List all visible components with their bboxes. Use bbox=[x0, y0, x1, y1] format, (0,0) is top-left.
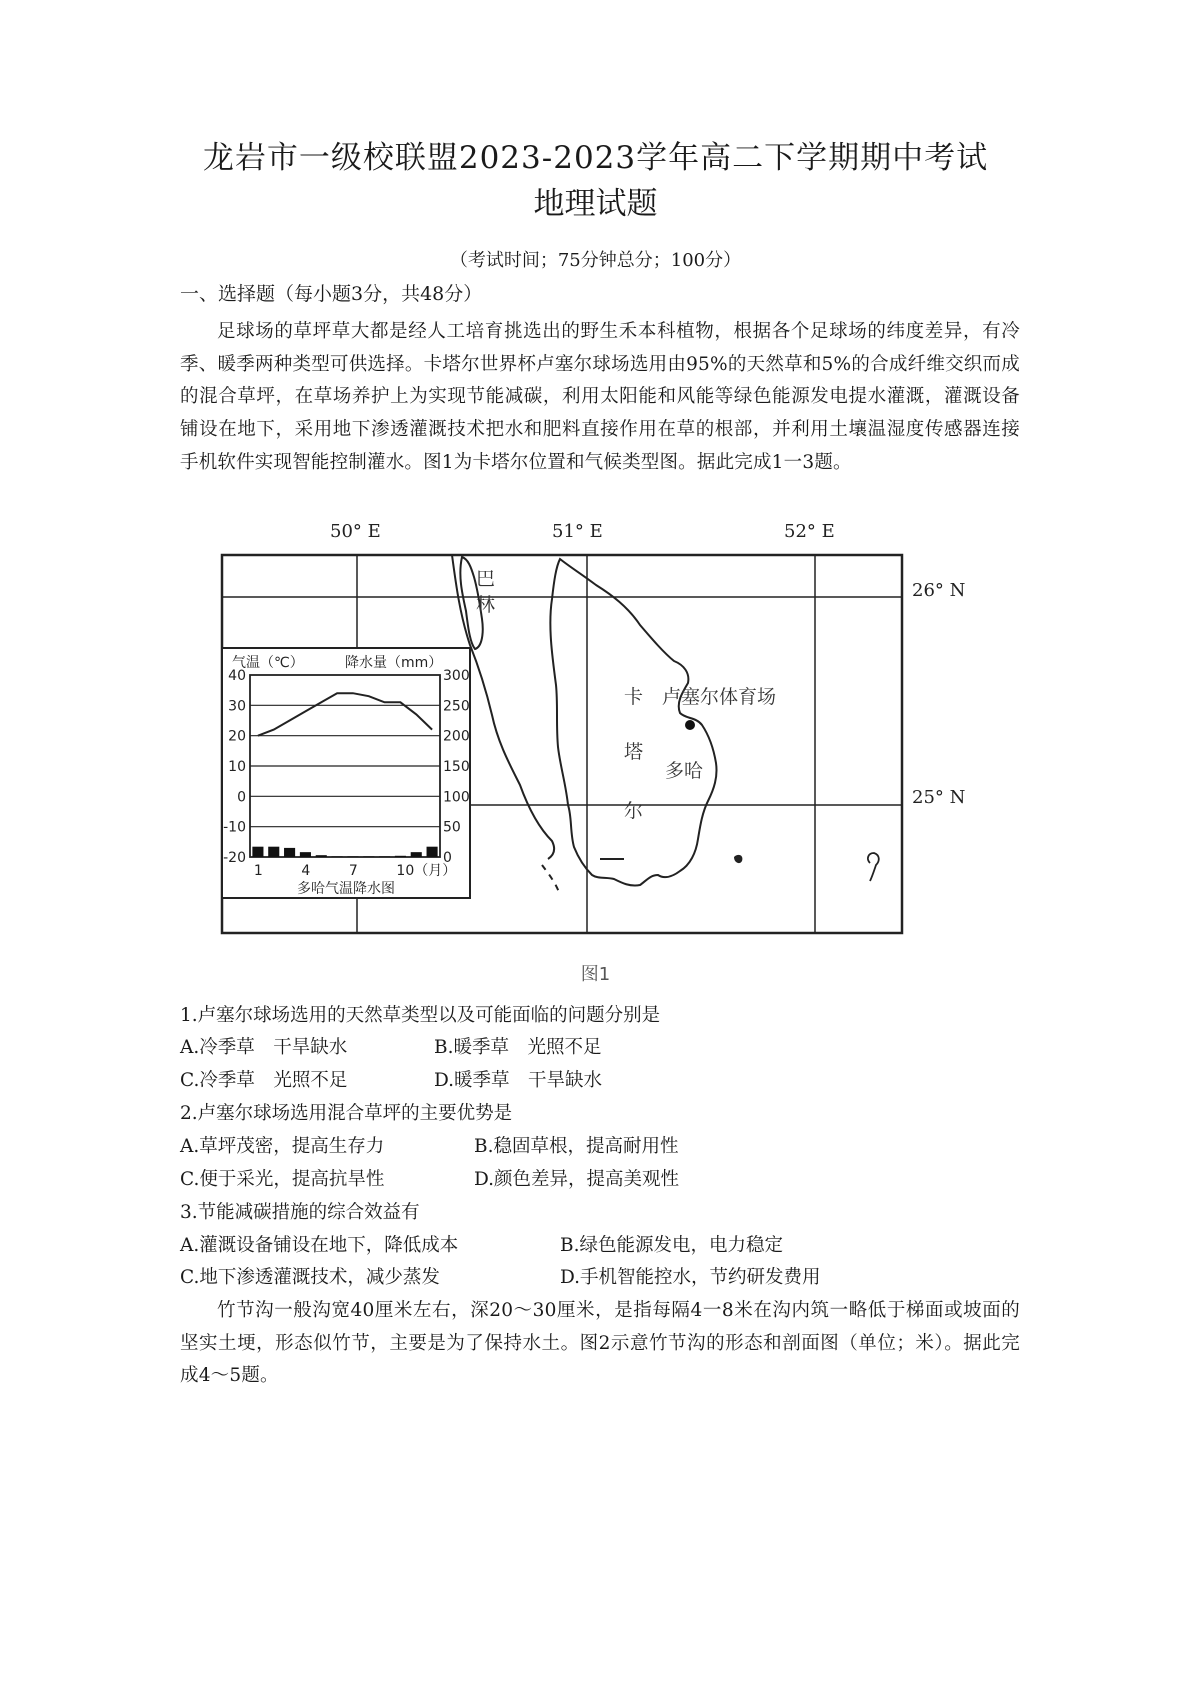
chart-left-tick-label: 40 bbox=[228, 668, 246, 684]
chart-x-tick-label: 4 bbox=[301, 863, 311, 879]
chart-right-tick-label: 200 bbox=[443, 728, 470, 745]
precipitation-bar bbox=[316, 855, 327, 857]
chart-right-tick-label: 0 bbox=[443, 850, 452, 866]
question-2-option-c: C.便于采光，提高抗旱性 bbox=[180, 1169, 385, 1190]
chart-left-tick-label: 0 bbox=[237, 789, 246, 806]
question-1-stem: 1.卢塞尔球场选用的天然草类型以及可能面临的问题分别是 bbox=[180, 1005, 661, 1026]
climate-chart bbox=[222, 648, 470, 898]
island-1 bbox=[734, 855, 742, 863]
chart-right-tick-label: 250 bbox=[443, 698, 470, 715]
passage-1: 足球场的草坪草大都是经人工培育挑选出的野生禾本科植物，根据各个足球场的纬度差异，有冷季、暖季两种类型可供选择。卡塔尔世界杯卢塞尔球场选用由95%的天然草和5%的合成纤维交织而成的混合草坪，在草场养护上为实现节能减碳，利用太阳能和风能等绿色能源发电提水灌溉，灌溉设备铺设在地下，采用地下渗透灌溉技术把水和肥料直接作用在草的根部，并利用土壤温湿度传感器连接手机软件实现智能控制灌水。图1为卡塔尔位置和气候类型图。据此完成1一3题。 bbox=[180, 321, 1020, 473]
precipitation-bar bbox=[347, 856, 358, 857]
figure-1-caption: 图1 bbox=[580, 964, 611, 985]
lon-label-52: 52° E bbox=[784, 521, 835, 542]
question-2-option-a: A.草坪茂密，提高生存力 bbox=[180, 1136, 385, 1157]
chart-x-tick-label: 7 bbox=[348, 863, 358, 879]
question-1-option-b: B.暖季草 光照不足 bbox=[434, 1037, 602, 1058]
question-3-option-a: A.灌溉设备铺设在地下，降低成本 bbox=[180, 1235, 459, 1256]
lon-label-50: 50° E bbox=[330, 521, 381, 542]
chart-left-tick-label: -10 bbox=[223, 819, 246, 836]
question-1-option-c: C.冷季草 光照不足 bbox=[180, 1070, 348, 1091]
precipitation-bar bbox=[300, 852, 311, 857]
doha-label: 多哈 bbox=[665, 760, 704, 782]
precipitation-bar bbox=[268, 847, 279, 857]
stadium-label: 卢塞尔体育场 bbox=[662, 686, 777, 708]
qatar-label-2: 塔 bbox=[624, 741, 644, 763]
precipitation-bar bbox=[411, 852, 422, 857]
question-1-option-d: D.暖季草 干旱缺水 bbox=[434, 1070, 603, 1091]
question-3-option-d: D.手机智能控水，节约研发费用 bbox=[560, 1267, 821, 1288]
question-2-option-b: B.稳固草根，提高耐用性 bbox=[474, 1136, 679, 1157]
section-title: 一、选择题（每小题3分，共48分） bbox=[180, 283, 483, 305]
island-2 bbox=[868, 853, 879, 881]
chart-right-axis-label: 降水量（mm） bbox=[345, 655, 443, 671]
precipitation-bar bbox=[252, 847, 263, 857]
chart-right-tick-label: 300 bbox=[443, 668, 470, 684]
exam-title: 龙岩市一级校联盟2023-2023学年高二下学期期中考试 bbox=[202, 140, 989, 176]
question-2-option-d: D.颜色差异，提高美观性 bbox=[474, 1169, 680, 1190]
precipitation-bar bbox=[395, 856, 406, 857]
chart-title: 多哈气温降水图 bbox=[297, 881, 395, 897]
chart-frame bbox=[222, 648, 470, 898]
precipitation-bar bbox=[332, 856, 343, 857]
chart-right-tick-label: 50 bbox=[443, 819, 461, 836]
question-2-stem: 2.卢塞尔球场选用混合草坪的主要优势是 bbox=[180, 1103, 513, 1124]
chart-right-tick-label: 150 bbox=[443, 759, 470, 775]
exam-info: （考试时间；75分钟总分；100分） bbox=[449, 250, 742, 271]
question-3-option-b: B.绿色能源发电，电力稳定 bbox=[560, 1235, 783, 1256]
precipitation-bar bbox=[284, 848, 295, 857]
question-3-option-c: C.地下渗透灌溉技术，减少蒸发 bbox=[180, 1267, 440, 1288]
precipitation-bar bbox=[379, 856, 390, 857]
lon-label-51: 51° E bbox=[552, 521, 603, 542]
precipitation-bar bbox=[427, 847, 438, 857]
border-dashed bbox=[542, 865, 560, 895]
chart-right-tick-label: 100 bbox=[443, 789, 470, 806]
question-3-stem: 3.节能减碳措施的综合效益有 bbox=[180, 1202, 420, 1223]
qatar-label-1: 卡 bbox=[624, 686, 644, 708]
precipitation-bar bbox=[363, 856, 374, 857]
lat-label-25: 25° N bbox=[912, 787, 966, 808]
lat-label-26: 26° N bbox=[912, 580, 966, 601]
chart-x-tick-label: 10（月） bbox=[396, 863, 457, 879]
chart-left-tick-label: 20 bbox=[228, 728, 246, 745]
chart-left-tick-label: 30 bbox=[228, 698, 246, 715]
chart-left-axis-label: 气温（℃） bbox=[232, 655, 304, 671]
question-1-option-a: A.冷季草 干旱缺水 bbox=[180, 1037, 348, 1058]
chart-left-tick-label: 10 bbox=[228, 759, 246, 775]
figure-1-map bbox=[0, 515, 1191, 945]
stadium-marker bbox=[685, 720, 695, 730]
exam-subject: 地理试题 bbox=[533, 186, 658, 222]
passage-2: 竹节沟一般沟宽40厘米左右，深20～30厘米，是指每隔4一8米在沟内筑一略低于梯面或坡面的坚实土埂，形态似竹节，主要是为了保持水土。图2示意竹节沟的形态和剖面图（单位；米）。据此完成4～5题。 bbox=[180, 1300, 1020, 1387]
bahrain-label-2: 林 bbox=[476, 594, 496, 616]
bahrain-label-1: 巴 bbox=[476, 568, 496, 590]
chart-left-tick-label: -20 bbox=[223, 850, 246, 866]
chart-x-tick-label: 1 bbox=[253, 863, 263, 879]
qatar-label-3: 尔 bbox=[624, 800, 644, 822]
